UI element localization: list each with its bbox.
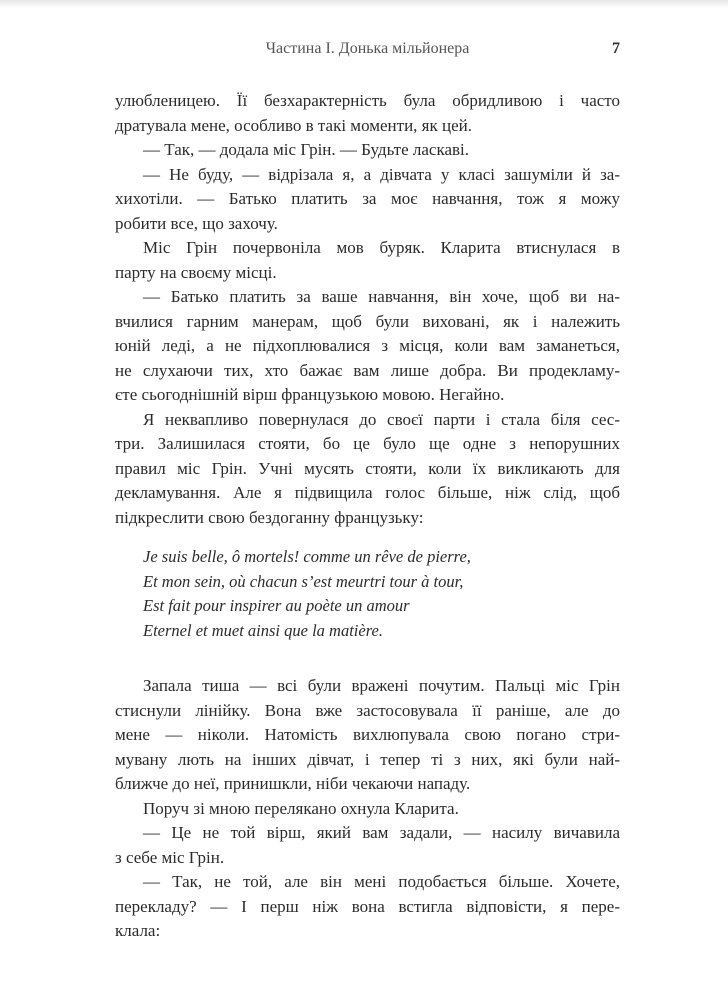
text-line: вчилися гарним манерам, щоб були виховані, як і належить: [115, 311, 620, 331]
text-line: клала:: [115, 921, 161, 940]
text-line: перекладу? — І перш ніж вона встигла відповісти, я пере-: [115, 896, 620, 916]
text-line: юній леді, а не підхоплювалися з місця, коли вам заманеться,: [115, 336, 620, 355]
text-line: мене — ніколи. Натомість вихлюпувала свою погано стри-: [115, 725, 620, 744]
poem-quote: [143, 545, 471, 643]
running-header: Частина І. Донька мільйонера: [265, 40, 470, 57]
text-line: — Так, не той, але він мені подобається більше. Хочете,: [143, 872, 620, 891]
poem-line: Eternel et muet ainsi que la matière.: [143, 620, 383, 640]
text-line: з себе міс Грін.: [115, 847, 225, 867]
poem-line: Je suis belle, ô mortels! comme un rêve de pierre,: [143, 547, 471, 566]
text-line: Я неквапливо повернулася до своєї парти і стала біля сес-: [143, 409, 620, 429]
text-line: — Так, — додала міс Грін. — Будьте ласкаві.: [143, 140, 470, 159]
text-line: підкреслити свою бездоганну французьку:: [115, 507, 424, 527]
poem-line: Est fait pour inspirer au poète un amour: [143, 596, 410, 615]
text-line: — Батько платить за ваше навчання, він хоче, щоб ви на-: [143, 287, 620, 306]
page-number: 7: [612, 40, 620, 57]
viewer-top-edge: [0, 0, 728, 8]
text-line: ближче до неї, принишкли, ніби чекаючи нападу.: [115, 774, 471, 793]
text-line: — Не буду, — відрізала я, а дівчата у класі зашуміли й за-: [143, 164, 620, 184]
text-line: Запала тиша — всі були вражені почутим. Пальці міс Грін: [143, 676, 620, 695]
text-line: три. Залишилася стояти, бо це було ще одне з непорушних: [115, 434, 620, 453]
text-line: — Це не той вірш, який вам задали, — насилу вичавила: [143, 823, 620, 842]
text-line: Міс Грін почервоніла мов буряк. Кларита втиснулася в: [143, 238, 620, 257]
text-line: парту на своєму місці.: [115, 262, 277, 282]
text-line: робити все, що захочу.: [115, 213, 278, 233]
text-line: не слухаючи тих, хто бажає вам лише добра. Ви продекламу-: [115, 360, 620, 380]
body-text-block-2: [115, 674, 620, 944]
text-line: мувану лють на інших дівчат, і тепер ті з них, які були най-: [115, 749, 620, 769]
text-line: улюбленицею. Її безхарактерність була обридливою і часто: [115, 91, 620, 110]
text-line: хихотіли. — Батько платить за моє навчання, тож я можу: [115, 189, 620, 208]
text-line: дратувала мене, особливо в такі моменти, як цей.: [115, 115, 472, 135]
text-line: стиснули лінійку. Вона вже застосовувала її раніше, але до: [115, 700, 620, 720]
poem-line: Et mon sein, où chacun s’est meurtri tour à tour,: [143, 571, 464, 591]
text-line: єте сьогоднішній вірш французькою мовою. Негайно.: [115, 385, 505, 404]
body-text-block-1: [115, 89, 620, 530]
text-line: Поруч зі мною перелякано охнула Кларита.: [143, 798, 459, 818]
text-line: декламування. Але я підвищила голос більше, ніж слід, щоб: [115, 483, 620, 502]
text-line: правил міс Грін. Учні мусять стояти, коли їх викликають для: [115, 458, 620, 478]
